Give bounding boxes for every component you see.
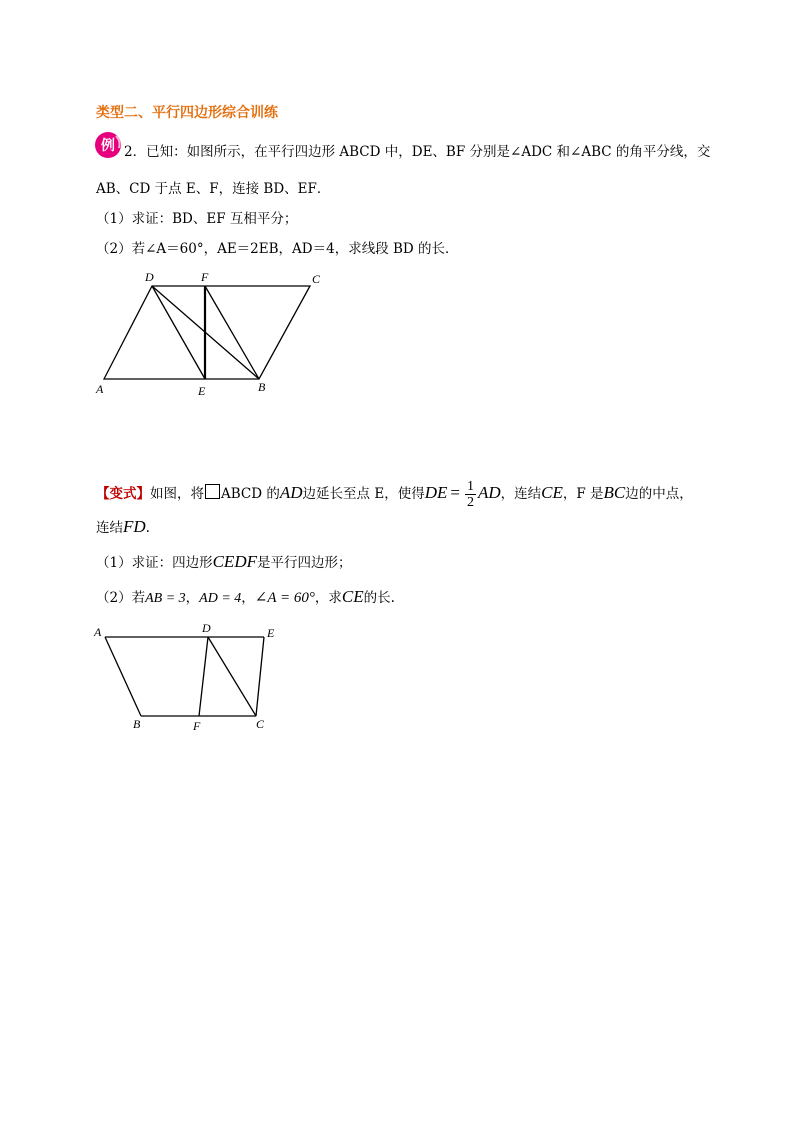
label-f: F — [201, 270, 209, 284]
segment-df — [199, 637, 208, 716]
example-badge-icon — [94, 131, 122, 159]
variant-question-2: （2）若AB = 3，AD = 4，∠A = 60°，求CE的长. — [96, 587, 395, 606]
label-d: D — [202, 621, 211, 635]
example-figure — [90, 265, 340, 405]
variant-statement-line2: 连结FD. — [96, 517, 150, 536]
variant-statement-line1: 【变式】如图，将 ABCD 的AD边延长至点 E，使得DE = $\frac{1}{2}$ AD，连结CE，F 是BC边的中点， — [96, 479, 693, 510]
fraction-one-half: $\frac{1}{2}$ — [466, 479, 474, 510]
example-question-2: （2）若∠A＝60°，AE＝2EB，AD＝4，求线段 BD 的长． — [96, 241, 459, 257]
label-a: A — [96, 382, 104, 396]
example-statement-line2: AB、CD 于点 E、F，连接 BD、EF． — [96, 181, 331, 197]
label-e: E — [198, 384, 206, 398]
example-figure-lines — [104, 286, 310, 379]
label-c: C — [256, 717, 265, 731]
variant-tag: 【变式】 — [96, 486, 150, 502]
segment-ab — [105, 637, 141, 716]
label-d: D — [145, 270, 154, 284]
label-c: C — [312, 272, 321, 286]
segment-bf — [205, 286, 259, 379]
parallelogram-abcd — [104, 286, 310, 379]
variant-figure-lines — [105, 637, 264, 716]
segment-ec — [256, 637, 264, 716]
parallelogram-symbol-icon — [205, 484, 220, 499]
variant-figure — [88, 618, 288, 738]
variant-question-1: （1）求证：四边形CEDF是平行四边形； — [96, 552, 352, 571]
label-a: A — [94, 625, 102, 639]
label-b: B — [133, 717, 141, 731]
segment-dc — [208, 637, 256, 716]
segment-de — [152, 286, 205, 379]
example-statement-line1: 2．已知：如图所示，在平行四边形 ABCD 中，DE、BF 分别是∠ADC 和∠ABC 的角平分线，交 — [124, 144, 711, 160]
label-b: B — [258, 380, 266, 394]
example-question-1: （1）求证：BD、EF 互相平分； — [96, 211, 298, 227]
section-heading: 类型二、平行四边形综合训练 — [96, 105, 278, 121]
label-e: E — [267, 626, 275, 640]
label-f: F — [193, 719, 201, 733]
example-badge-char: 例 — [101, 138, 115, 154]
